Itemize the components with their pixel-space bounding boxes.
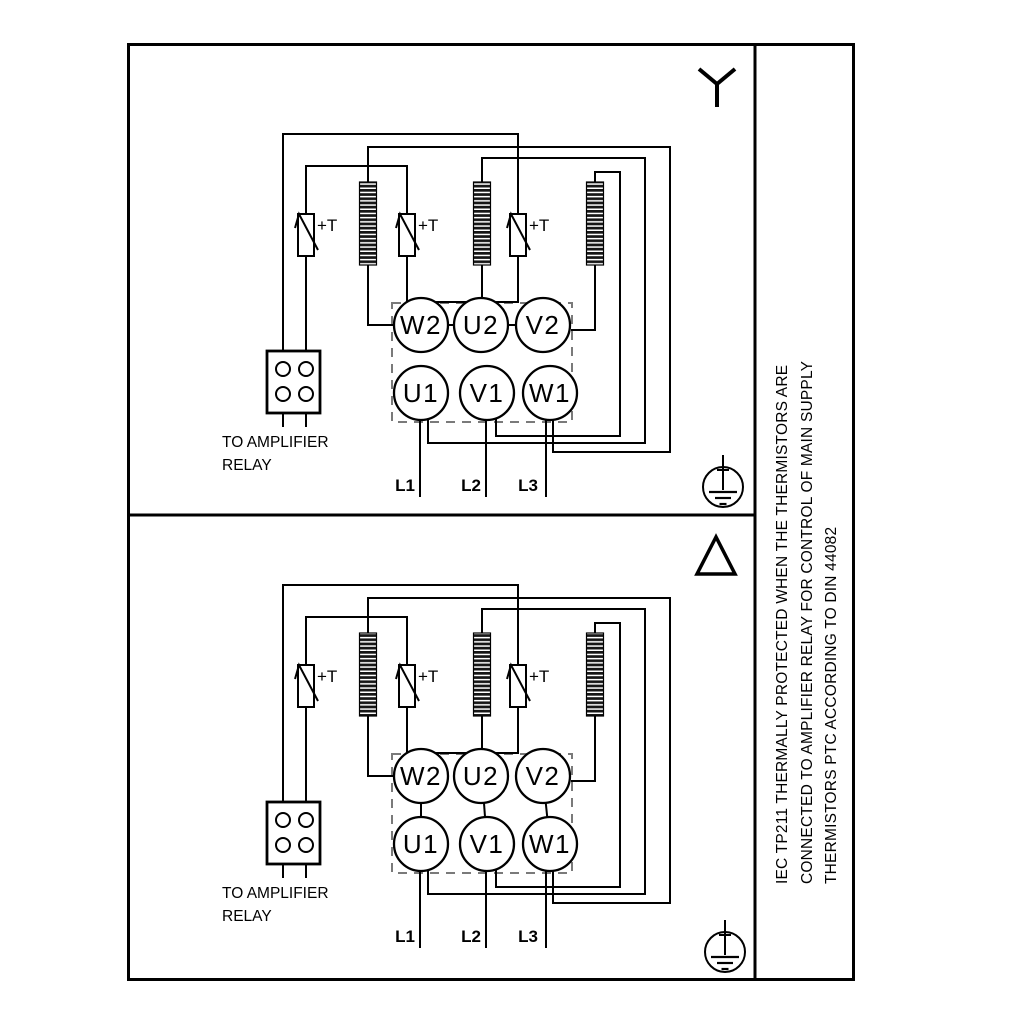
thermistor-label: +T bbox=[317, 667, 338, 686]
terminal-label: W1 bbox=[529, 829, 571, 859]
wire bbox=[571, 716, 595, 781]
supply-line-label: L2 bbox=[461, 476, 481, 495]
relay-terminal bbox=[276, 838, 290, 852]
terminal-label: W2 bbox=[400, 310, 442, 340]
terminal-label: U2 bbox=[462, 761, 500, 791]
terminal-label: V2 bbox=[525, 761, 561, 791]
side-note-line: THERMISTORS PTC ACCORDING TO DIN 44082 bbox=[823, 526, 841, 884]
supply-line-label: L3 bbox=[518, 476, 538, 495]
thermistor bbox=[510, 665, 526, 707]
winding-coil bbox=[360, 633, 377, 716]
terminal-label: U1 bbox=[402, 829, 440, 859]
relay-note-line: RELAY bbox=[222, 457, 272, 474]
terminal-label: W1 bbox=[529, 378, 571, 408]
thermistor bbox=[510, 214, 526, 256]
terminal-label: V2 bbox=[525, 310, 561, 340]
star-icon bbox=[699, 69, 735, 107]
thermistor-label: +T bbox=[529, 216, 550, 235]
winding-coil bbox=[474, 182, 491, 265]
thermistor bbox=[399, 665, 415, 707]
wire bbox=[407, 707, 518, 753]
relay-terminal bbox=[299, 362, 313, 376]
winding-coil bbox=[587, 182, 604, 265]
relay-note-line: TO AMPLIFIER bbox=[222, 885, 329, 902]
wire bbox=[368, 716, 394, 776]
panel-delta bbox=[222, 537, 745, 972]
relay-terminal bbox=[299, 813, 313, 827]
panel-star bbox=[222, 69, 743, 507]
thermistor bbox=[298, 214, 314, 256]
relay-terminal bbox=[276, 813, 290, 827]
ground-icon bbox=[703, 455, 743, 507]
winding-coil bbox=[587, 633, 604, 716]
supply-line-label: L1 bbox=[395, 476, 415, 495]
terminal-label: W2 bbox=[400, 761, 442, 791]
terminal-label: U1 bbox=[402, 378, 440, 408]
side-note-line: IEC TP211 THERMALLY PROTECTED WHEN THE THERMISTORS ARE bbox=[774, 364, 791, 884]
supply-line-label: L3 bbox=[518, 927, 538, 946]
side-note bbox=[771, 339, 845, 884]
thermistor-label: +T bbox=[418, 667, 439, 686]
relay-box bbox=[267, 351, 320, 413]
wire bbox=[571, 265, 595, 330]
relay-terminal bbox=[276, 362, 290, 376]
thermistor-label: +T bbox=[418, 216, 439, 235]
relay-box bbox=[267, 802, 320, 864]
wire bbox=[368, 265, 394, 325]
relay-terminal bbox=[276, 387, 290, 401]
wire bbox=[306, 617, 407, 665]
delta-icon bbox=[697, 537, 735, 574]
terminal-label: V1 bbox=[469, 378, 505, 408]
ground-icon bbox=[705, 920, 745, 972]
winding-coil bbox=[360, 182, 377, 265]
wire bbox=[407, 256, 518, 302]
relay-terminal bbox=[299, 838, 313, 852]
thermistor-label: +T bbox=[529, 667, 550, 686]
relay-note-line: RELAY bbox=[222, 908, 272, 925]
thermistor bbox=[298, 665, 314, 707]
wire bbox=[306, 166, 407, 214]
terminal-label: U2 bbox=[462, 310, 500, 340]
relay-note-line: TO AMPLIFIER bbox=[222, 434, 329, 451]
terminal-label: V1 bbox=[469, 829, 505, 859]
thermistor-label: +T bbox=[317, 216, 338, 235]
side-note-line: CONNECTED TO AMPLIFIER RELAY FOR CONTROL OF MAIN SUPPLY bbox=[798, 360, 816, 884]
supply-line-label: L1 bbox=[395, 927, 415, 946]
winding-coil bbox=[474, 633, 491, 716]
supply-line-label: L2 bbox=[461, 927, 481, 946]
relay-terminal bbox=[299, 387, 313, 401]
thermistor bbox=[399, 214, 415, 256]
